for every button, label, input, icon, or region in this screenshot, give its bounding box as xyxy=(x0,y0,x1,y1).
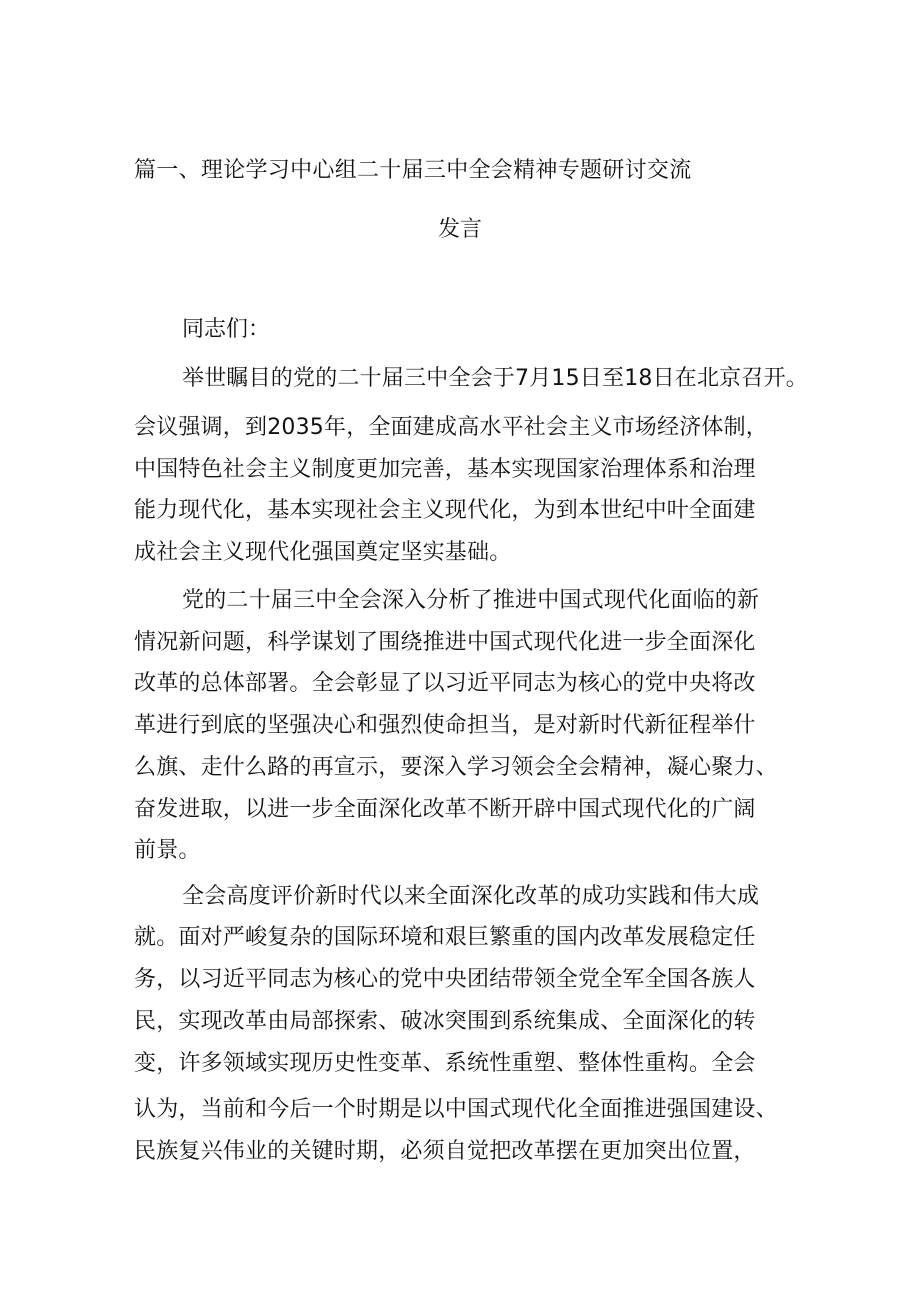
paragraph-2-line: 改革的总体部署。全会彰显了以习近平同志为核心的党中央将改 xyxy=(134,671,756,696)
paragraph-2-line: 情况新问题，科学谋划了围绕推进中国式现代化进一步全面深化 xyxy=(134,630,756,655)
paragraph-2-line: 革进行到底的坚强决心和强烈使命担当，是对新时代新征程举什 xyxy=(134,713,756,738)
paragraph-3-line: 就。面对严峻复杂的国际环境和艰巨繁重的国内改革发展稳定任 xyxy=(134,925,756,950)
paragraph-1-line: 成社会主义现代化强国奠定坚实基础。 xyxy=(134,540,512,565)
paragraph-3-line: 民，实现改革由局部探索、破冰突围到系统集成、全面深化的转 xyxy=(134,1009,756,1034)
paragraph-3-line: 民族复兴伟业的关键时期，必须自觉把改革摆在更加突出位置， xyxy=(134,1139,756,1164)
paragraph-1-line: 会议强调，到2035年，全面建成高水平社会主义市场经济体制， xyxy=(134,415,768,440)
paragraph-3-line: 变，许多领域实现历史性变革、系统性重塑、整体性重构。全会 xyxy=(134,1051,756,1076)
paragraph-2-line: 前景。 xyxy=(134,838,201,863)
paragraph-1-line: 能力现代化，基本实现社会主义现代化，为到本世纪中叶全面建 xyxy=(134,498,756,523)
paragraph-1-line: 举世瞩目的党的二十届三中全会于7月15日至18日在北京召开。 xyxy=(182,366,808,391)
paragraph-2-line: 奋发进取，以进一步全面深化改革不断开辟中国式现代化的广阔 xyxy=(134,797,756,822)
document-title-continued: 发言 xyxy=(437,217,482,242)
paragraph-1-line: 中国特色社会主义制度更加完善，基本实现国家治理体系和治理 xyxy=(134,457,756,482)
paragraph-3-line: 认为，当前和今后一个时期是以中国式现代化全面推进强国建设、 xyxy=(134,1097,778,1122)
paragraph-2-line: 党的二十届三中全会深入分析了推进中国式现代化面临的新 xyxy=(182,588,760,613)
document-title: 篇一、理论学习中心组二十届三中全会精神专题研讨交流 xyxy=(134,158,692,183)
paragraph-3-line: 务，以习近平同志为核心的党中央团结带领全党全军全国各族人 xyxy=(134,967,756,992)
paragraph-3-line: 全会高度评价新时代以来全面深化改革的成功实践和伟大成 xyxy=(182,884,760,909)
paragraph-2-line: 么旗、走什么路的再宣示，要深入学习领会全会精神，凝心聚力、 xyxy=(134,755,778,780)
salutation: 同志们： xyxy=(182,317,271,342)
